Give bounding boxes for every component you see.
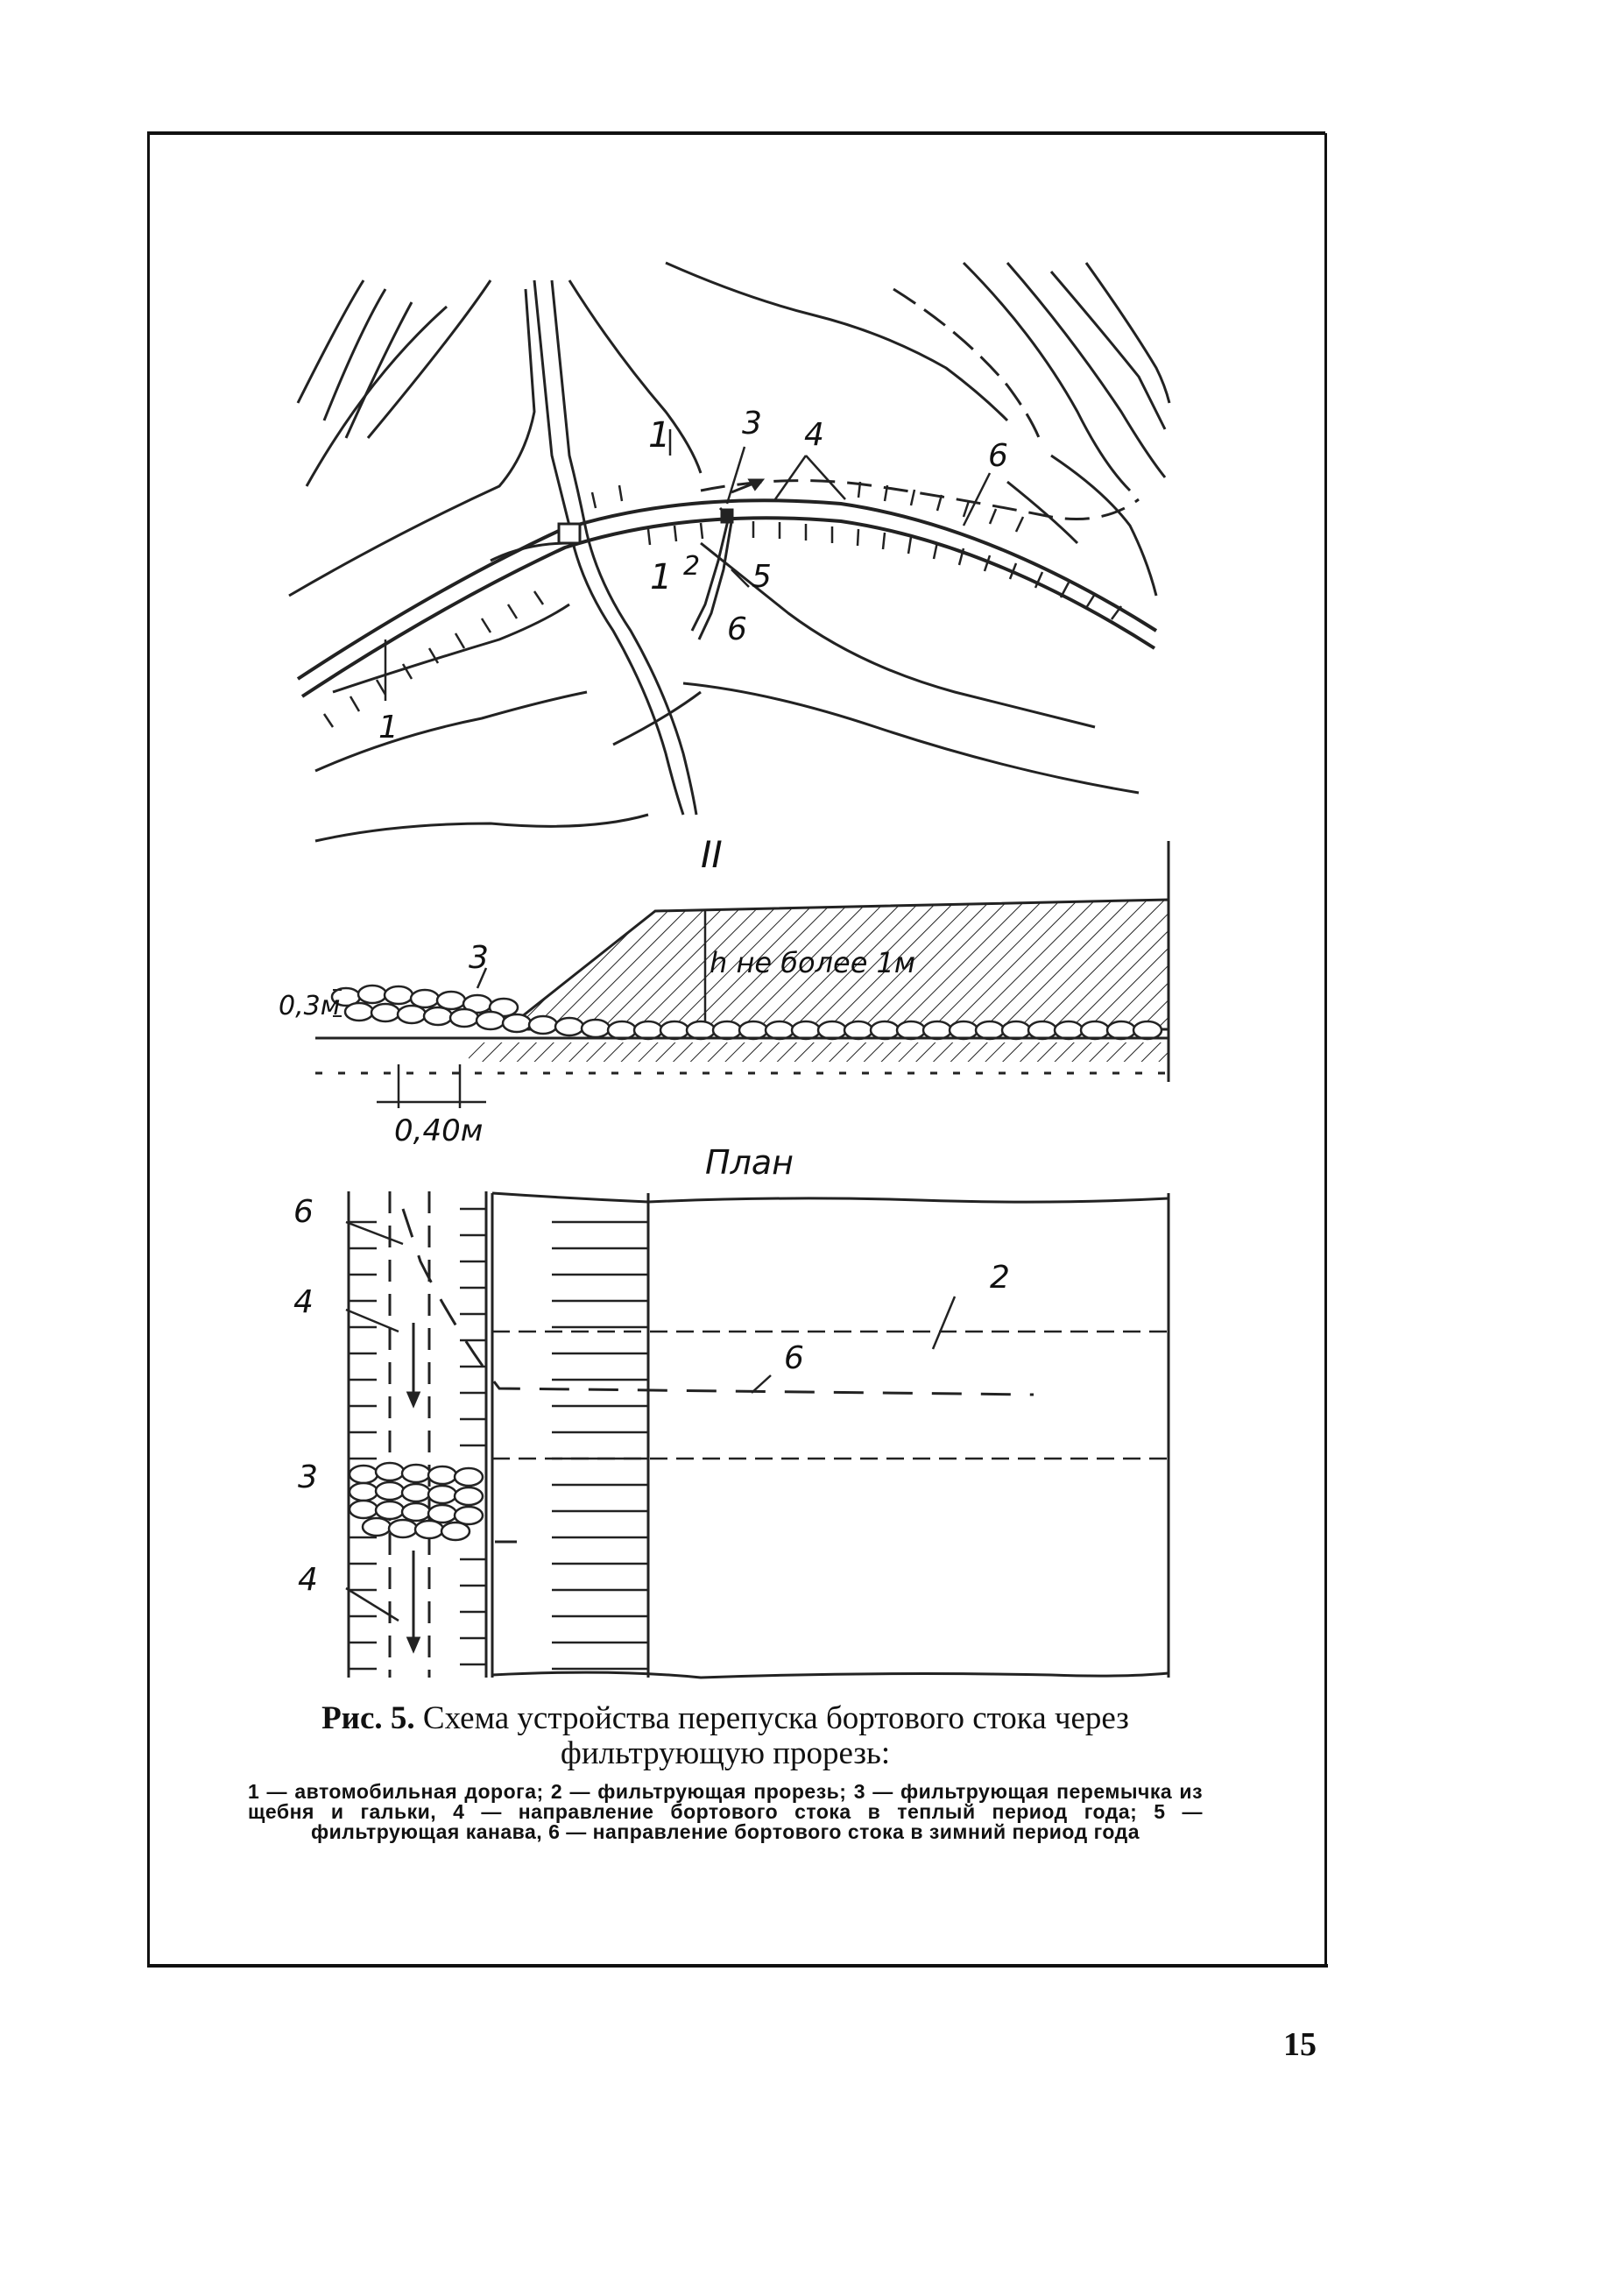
caption-title-text: Схема устройства перепуска бортового стока через фильтрующую прорезь: bbox=[422, 1700, 1129, 1771]
page-number: 15 bbox=[1283, 2026, 1317, 2063]
contour-line bbox=[307, 307, 447, 486]
contour-line bbox=[1007, 482, 1077, 543]
plan-label-6-mid: 6 bbox=[784, 1340, 804, 1376]
flow-arrow-head bbox=[750, 480, 762, 489]
contour-line bbox=[289, 289, 534, 596]
label-3: 3 bbox=[742, 406, 762, 442]
plan-label-4-upper: 4 bbox=[293, 1284, 314, 1320]
filter-dam bbox=[722, 510, 732, 522]
slope-hatch-right bbox=[460, 1209, 486, 1664]
contour-line bbox=[569, 280, 701, 473]
leader-line bbox=[806, 456, 845, 499]
label-6b: 6 bbox=[727, 611, 747, 647]
section-label-3: 3 bbox=[469, 940, 489, 976]
contour-line bbox=[666, 263, 1007, 420]
contour-line bbox=[298, 280, 364, 403]
contour-line bbox=[333, 604, 569, 692]
road-slope-hatch bbox=[552, 1222, 648, 1669]
label-6a: 6 bbox=[988, 438, 1008, 474]
contour-line bbox=[893, 289, 1042, 447]
contour-line bbox=[315, 815, 648, 841]
width-label: 0,40м bbox=[394, 1113, 484, 1148]
label-1-bottom: 1 bbox=[378, 710, 399, 745]
slope-hatch-left bbox=[349, 1222, 377, 1669]
contour-line bbox=[1007, 263, 1165, 477]
contour-line bbox=[1051, 456, 1156, 596]
contour-line bbox=[368, 280, 491, 438]
caption-title bbox=[248, 1701, 1203, 1771]
gravel-dam-plan bbox=[350, 1463, 483, 1540]
winter-flow-line bbox=[403, 1209, 1034, 1395]
stream-bank bbox=[534, 280, 683, 815]
leader-line bbox=[964, 473, 990, 526]
depth-label: 0,3м bbox=[279, 991, 341, 1021]
figure-caption bbox=[248, 1701, 1203, 1842]
leader-line bbox=[775, 456, 806, 499]
label-1-top: 1 bbox=[648, 415, 671, 456]
height-label: h не более 1м bbox=[710, 946, 916, 979]
culvert bbox=[559, 524, 580, 543]
plan-label-4-lower: 4 bbox=[298, 1562, 318, 1598]
caption-legend: 1 — автомобильная дорога; 2 — фильтрующая прорезь; 3 — фильтрующая перемычка из щебня и гальки, 4 — направление бортового стока в теплый период года; 5 — фильтрующая канава, 6 — направление бортового стока в зимний период года bbox=[248, 1780, 1203, 1843]
label-4: 4 bbox=[804, 417, 824, 453]
caption-prefix: Рис. 5. bbox=[321, 1700, 415, 1736]
label-5: 5 bbox=[752, 559, 772, 595]
plan-label-3: 3 bbox=[298, 1459, 318, 1495]
label-2: 2 bbox=[683, 551, 701, 582]
plan-label-2: 2 bbox=[990, 1260, 1010, 1296]
label-1-mid: 1 bbox=[650, 557, 673, 597]
contour-line bbox=[683, 683, 1139, 793]
contour-line bbox=[613, 692, 701, 745]
contour-line bbox=[1086, 263, 1169, 403]
site-plan-map bbox=[289, 263, 1169, 841]
filter-layer bbox=[469, 1042, 1169, 1062]
plan-label-6: 6 bbox=[293, 1194, 314, 1230]
plan-title: План bbox=[705, 1143, 794, 1182]
plan-view bbox=[346, 1191, 1169, 1678]
leader-line bbox=[727, 447, 745, 504]
section-title: II bbox=[701, 833, 723, 876]
contour-line bbox=[324, 289, 385, 420]
contour-line bbox=[315, 692, 587, 771]
contour-line bbox=[346, 302, 412, 438]
